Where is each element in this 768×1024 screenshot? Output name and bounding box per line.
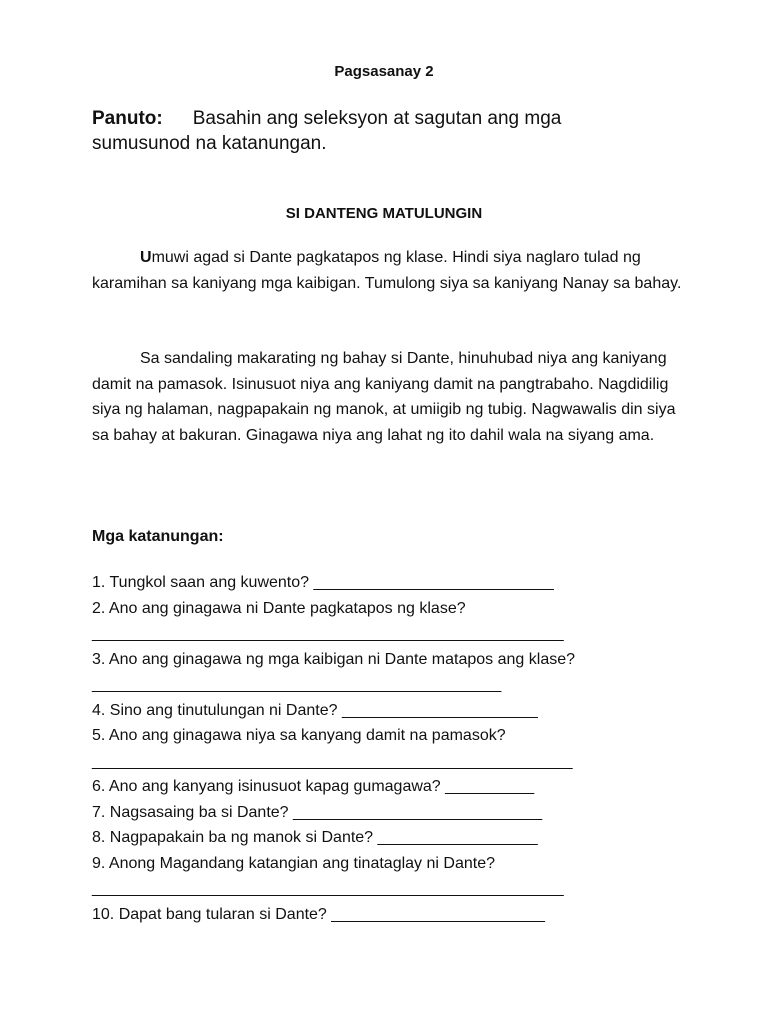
question-line: 9. Anong Magandang katangian ang tinataglay ni Dante?: [92, 854, 495, 872]
questions-list: [92, 570, 692, 927]
story-title: SI DANTENG MATULUNGIN: [285, 205, 483, 222]
question-line: 3. Ano ang ginagawa ng mga kaibigan ni Dante matapos ang klase?: [92, 650, 576, 668]
answer-line: _____________________________________________________: [92, 880, 564, 897]
answer-line: ______________________________________________________: [92, 752, 573, 770]
questions-title: Mga katanungan:: [92, 528, 224, 545]
question-line: 1. Tungkol saan ang kuwento? ___________________________: [92, 574, 554, 591]
instruction: [92, 106, 652, 156]
story-paragraph-2: Sa sandaling makarating ng bahay si Dante, hinuhubad niya ang kaniyang damit na pamasok. Isinusuot niya ang kaniyang damit na pangtrabaho. Nagdidilig siya ng halaman, nagpapakain ng manok, at umiigib ng tubig. Nagwawalis din siya sa bahay at bakuran. Ginagawa niya ang lahat ng ito dahil wala na siyang ama.: [92, 350, 676, 444]
story-paragraph-1-text: muwi agad si Dante pagkatapos ng klase. Hindi siya naglaro tulad ng karamihan sa kaniyang mga kaibigan. Tumulong siya sa kaniyang Nanay sa bahay.: [92, 249, 682, 292]
instruction-label: Panuto:: [92, 108, 163, 129]
story-paragraph-1: [92, 245, 692, 296]
question-line: 8. Nagpapakain ba ng manok si Dante? __________________: [92, 829, 538, 846]
answer-line: _____________________________________________________: [92, 625, 564, 642]
instruction-text: Basahin ang seleksyon at sagutan ang mga sumusunod na katanungan.: [92, 108, 562, 154]
story-paragraph-1-initial: U: [140, 249, 152, 266]
question-line: 6. Ano ang kanyang isinusuot kapag gumagawa? __________: [92, 778, 535, 795]
question-line: 4. Sino ang tinutulungan ni Dante? ______________________: [92, 701, 538, 719]
question-line: 5. Ano ang ginagawa niya sa kanyang damit na pamasok?: [92, 727, 506, 744]
page-title: Pagsasanay 2: [334, 63, 434, 80]
question-line: 10. Dapat bang tularan si Dante? ________________________: [92, 905, 545, 923]
question-line: 7. Nagsasaing ba si Dante? ____________________________: [92, 803, 543, 821]
answer-line: ______________________________________________: [92, 676, 502, 693]
question-line: 2. Ano ang ginagawa ni Dante pagkatapos ng klase?: [92, 599, 466, 617]
